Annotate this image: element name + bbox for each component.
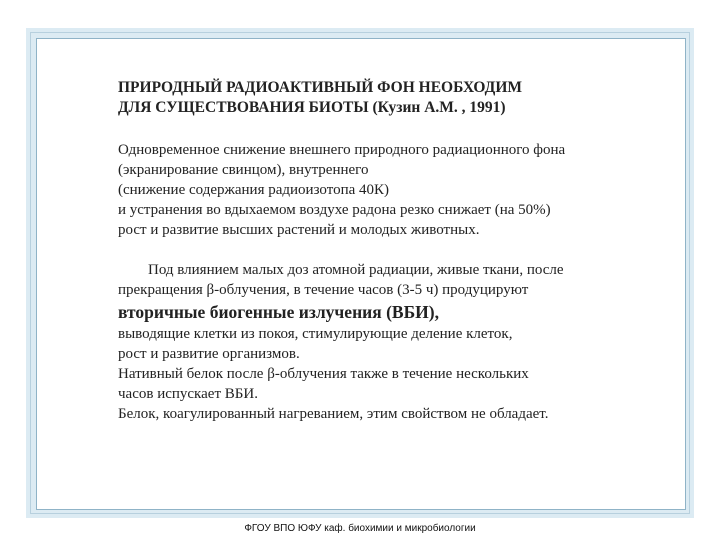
slide-title bbox=[118, 78, 678, 118]
title-line-1: ПРИРОДНЫЙ РАДИОАКТИВНЫЙ ФОН НЕОБХОДИМ bbox=[118, 79, 523, 96]
paragraph-1 bbox=[118, 140, 678, 240]
paragraph-2-line: Белок, коагулированный нагреванием, этим свойством не обладает. bbox=[118, 406, 549, 422]
paragraph-2-emphasis: вторичные биогенные излучения (ВБИ), bbox=[118, 302, 439, 322]
paragraph-2-line: прекращения β-облучения, в течение часов (3-5 ч) продуцируют bbox=[118, 282, 529, 298]
paragraph-1-line: (экранирование свинцом), внутреннего bbox=[118, 162, 369, 178]
paragraph-2-line: выводящие клетки из покоя, стимулирующие деление клеток, bbox=[118, 326, 513, 342]
paragraph-2 bbox=[118, 260, 678, 424]
title-line-2: ДЛЯ СУЩЕСТВОВАНИЯ БИОТЫ (Кузин А.М. , 1991) bbox=[118, 99, 506, 116]
paragraph-2-line: Нативный белок после β-облучения также в течение нескольких bbox=[118, 366, 529, 382]
paragraph-2-line: часов испускает ВБИ. bbox=[118, 386, 258, 402]
paragraph-1-line: рост и развитие высших растений и молодых животных. bbox=[118, 222, 480, 238]
slide-text bbox=[118, 78, 678, 424]
paragraph-1-line: Одновременное снижение внешнего природного радиационного фона bbox=[118, 142, 566, 158]
paragraph-1-line: и устранения во вдыхаемом воздухе радона резко снижает (на 50%) bbox=[118, 202, 551, 218]
paragraph-1-line: (снижение содержания радиоизотопа 40К) bbox=[118, 182, 390, 198]
paragraph-2-line: рост и развитие организмов. bbox=[118, 346, 300, 362]
paragraph-2-line: Под влиянием малых доз атомной радиации, живые ткани, после bbox=[148, 262, 564, 278]
slide-footer: ФГОУ ВПО ЮФУ каф. биохимии и микробиологии bbox=[244, 523, 476, 534]
